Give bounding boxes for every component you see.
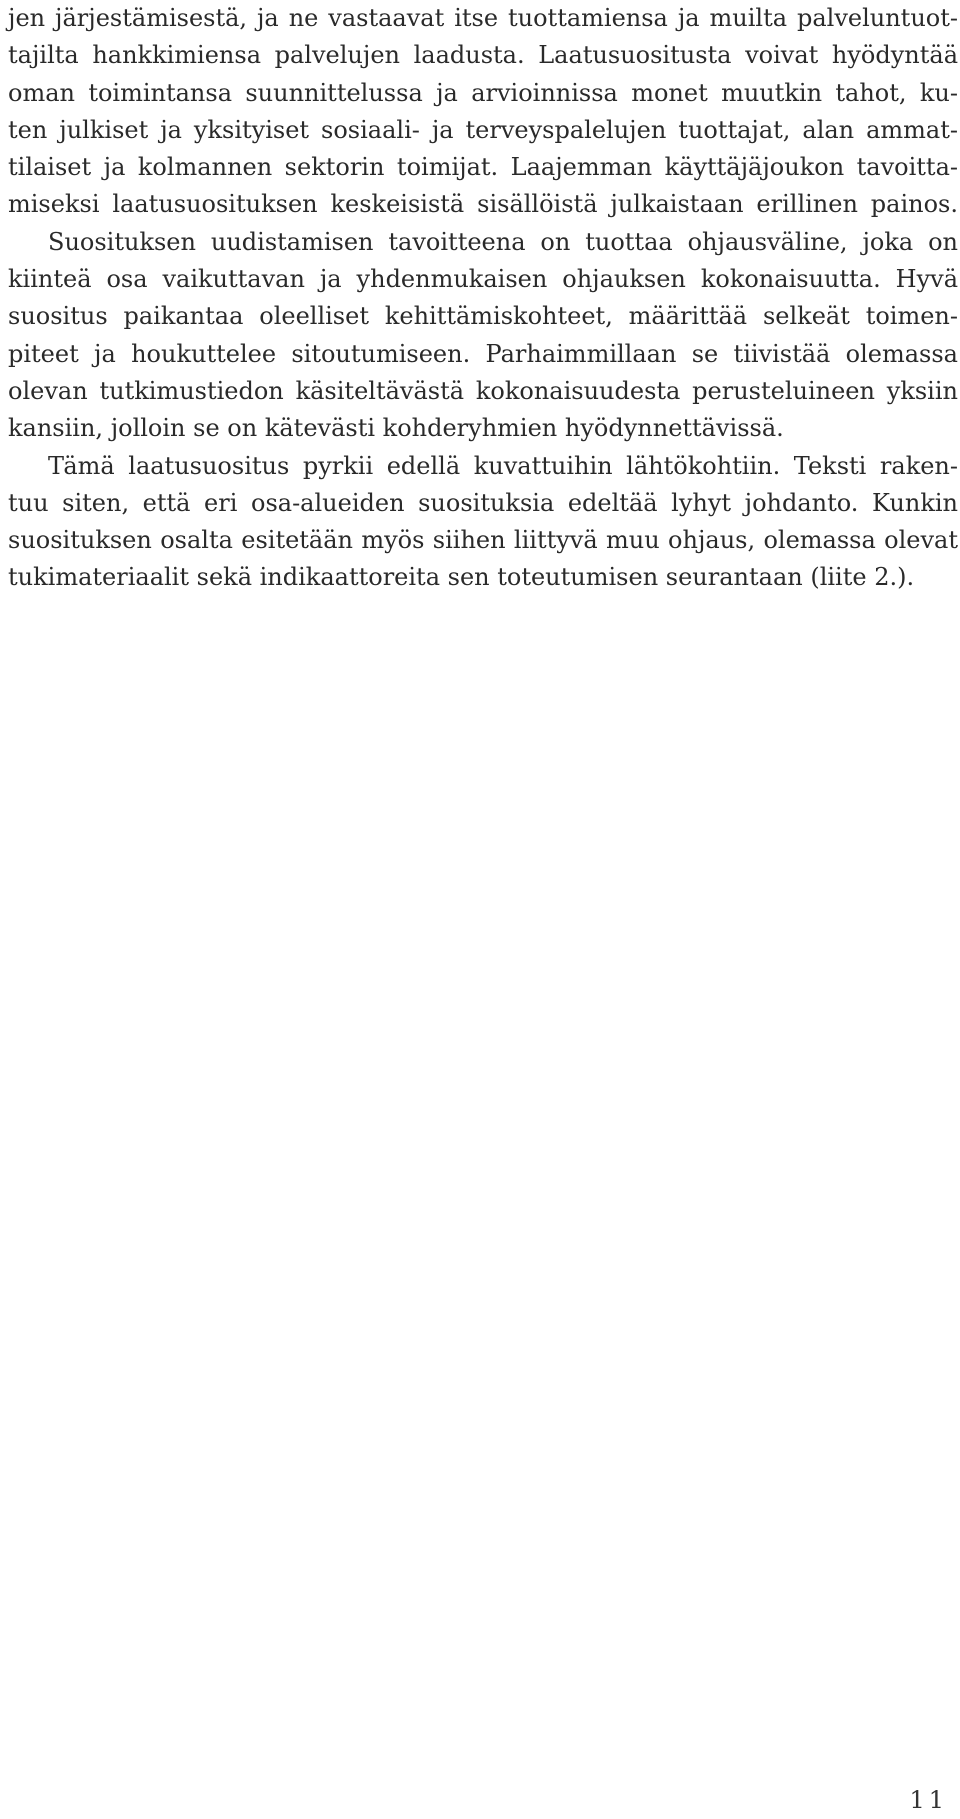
text-line: ten julkiset ja yksityiset sosiaali- ja terveyspalelujen tuottajat, alan ammat- xyxy=(8,115,958,144)
page-number: 11 xyxy=(909,1786,948,1814)
text-line: tukimateriaalit sekä indikaattoreita sen toteutumisen seurantaan (liite 2.). xyxy=(8,563,915,592)
text-line: kansiin, jolloin se on kätevästi kohderyhmien hyödynnettävissä. xyxy=(8,414,784,443)
text-line: suosituksen osalta esitetään myös siihen liittyvä muu ohjaus, olemassa olevat xyxy=(8,526,958,555)
text-line: kiinteä osa vaikuttavan ja yhdenmukaisen ohjauksen kokonaisuutta. Hyvä xyxy=(8,265,958,294)
text-line: tilaiset ja kolmannen sektorin toimijat. Laajemman käyttäjäjoukon tavoitta- xyxy=(8,153,958,182)
paragraph-3 xyxy=(8,448,958,597)
text-line: tuu siten, että eri osa-alueiden suosituksia edeltää lyhyt johdanto. Kunkin xyxy=(8,488,958,517)
text-line: olevan tutkimustiedon käsiteltävästä kokonaisuudesta perusteluineen yksiin xyxy=(8,376,958,405)
text-line: oman toimintansa suunnittelussa ja arvioinnissa monet muutkin tahot, ku- xyxy=(8,78,958,107)
text-line: Tämä laatusuositus pyrkii edellä kuvattuihin lähtökohtiin. Teksti raken- xyxy=(48,451,958,480)
text-line: Suosituksen uudistamisen tavoitteena on tuottaa ohjausväline, joka on xyxy=(48,227,958,256)
text-line: suositus paikantaa oleelliset kehittämiskohteet, määrittää selkeät toimen- xyxy=(8,302,958,331)
text-line: jen järjestämisestä, ja ne vastaavat itse tuottamiensa ja muilta palveluntuot- xyxy=(8,4,958,32)
text-line: piteet ja houkuttelee sitoutumiseen. Parhaimmillaan se tiivistää olemassa xyxy=(8,339,958,368)
text-line: tajilta hankkimiensa palvelujen laadusta. Laatusuositusta voivat hyödyntää xyxy=(8,41,958,70)
body-text xyxy=(8,0,958,597)
paragraph-1 xyxy=(8,0,958,224)
paragraph-2 xyxy=(8,224,958,448)
text-line: miseksi laatusuosituksen keskeisistä sisällöistä julkaistaan erillinen painos. xyxy=(8,190,958,219)
